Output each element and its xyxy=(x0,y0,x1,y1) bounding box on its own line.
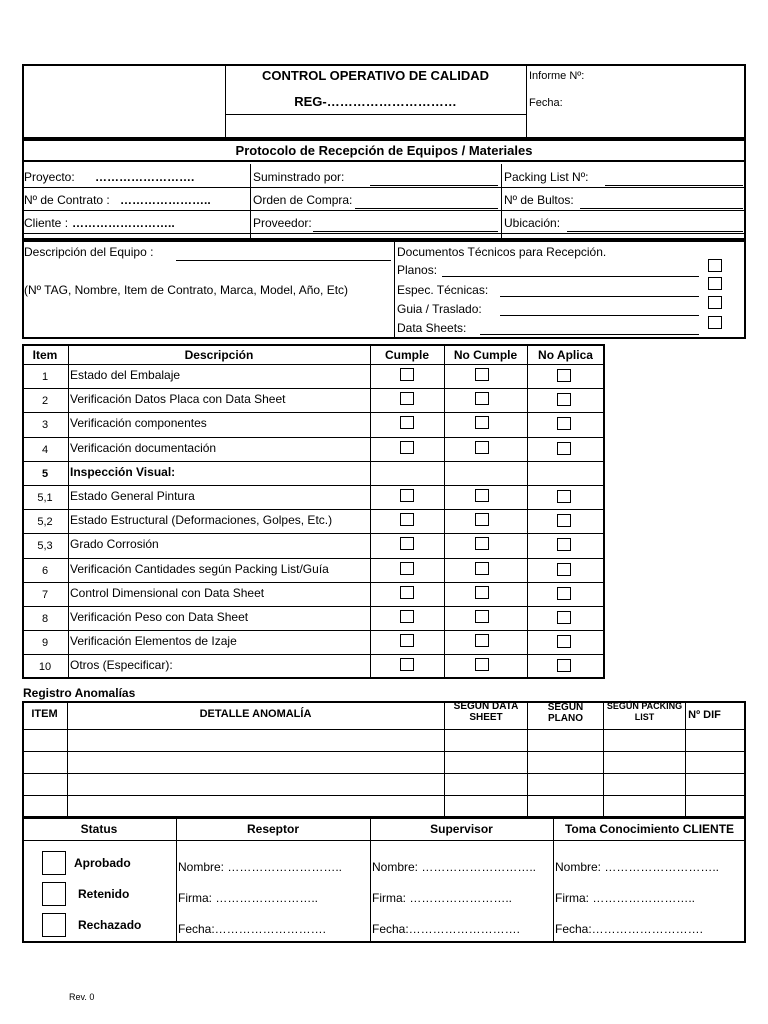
checklist-row-divider xyxy=(22,606,604,607)
supervisor-fecha[interactable]: Fecha:………………………. xyxy=(372,922,521,936)
form-title: CONTROL OPERATIVO DE CALIDAD xyxy=(261,68,490,83)
checklist-item-description: Verificación Elementos de Izaje xyxy=(70,634,237,649)
status-header: Status xyxy=(80,822,118,836)
checklist-row-divider xyxy=(22,654,604,655)
supervisor-firma[interactable]: Firma: …………………….. xyxy=(372,891,512,905)
anomalia-datasheet-header: SEGUN DATA SHEET xyxy=(453,701,519,723)
cumple-checkbox[interactable] xyxy=(400,562,414,575)
anomalia-dif-header: Nº DIF xyxy=(688,709,721,721)
checklist-col-divider xyxy=(527,344,528,679)
ubicacion-label: Ubicación: xyxy=(504,216,561,230)
proyecto-value[interactable]: ……………………. xyxy=(95,170,195,184)
cliente-label: Cliente : xyxy=(24,216,69,230)
proyecto-label: Proyecto: xyxy=(24,170,75,184)
doc-espec-field[interactable] xyxy=(500,296,699,297)
checklist-item-number: 8 xyxy=(41,613,49,625)
anomalia-plano-header: SEGUN PLANO xyxy=(547,702,584,724)
no-cumple-checkbox[interactable] xyxy=(475,537,489,550)
suministrado-field[interactable] xyxy=(370,185,498,186)
cumple-checkbox[interactable] xyxy=(400,368,414,381)
checklist-item-description: Verificación Cantidades según Packing List/Guía xyxy=(70,561,329,576)
packing-label: Packing List Nº: xyxy=(504,170,589,184)
revision-label: Rev. 0 xyxy=(69,992,95,1002)
bultos-field[interactable] xyxy=(580,208,743,209)
cumple-checkbox[interactable] xyxy=(400,441,414,454)
ubicacion-field[interactable] xyxy=(567,231,743,232)
doc-espec-label: Espec. Técnicas: xyxy=(397,283,489,297)
checklist-item-description: Verificación componentes xyxy=(70,416,207,431)
doc-guia-field[interactable] xyxy=(500,315,699,316)
orden-field[interactable] xyxy=(355,208,498,209)
checklist-item-description: Verificación documentación xyxy=(70,440,217,455)
checklist-item-number: 4 xyxy=(41,443,49,456)
cliente-firma[interactable]: Firma: …………………….. xyxy=(555,891,695,905)
no-cumple-checkbox[interactable] xyxy=(475,562,489,575)
packing-field[interactable] xyxy=(605,185,743,186)
no-aplica-checkbox[interactable] xyxy=(557,393,571,406)
cumple-checkbox[interactable] xyxy=(400,658,414,671)
proveedor-label: Proveedor: xyxy=(253,216,312,230)
no-cumple-checkbox[interactable] xyxy=(475,586,489,599)
fecha-label: Fecha: xyxy=(529,97,563,109)
no-cumple-checkbox[interactable] xyxy=(475,513,489,526)
reg-number: REG-………………………… xyxy=(294,94,457,109)
doc-planos-checkbox[interactable] xyxy=(708,259,722,272)
checklist-item-number: 2 xyxy=(41,395,49,408)
checklist-item-number: 1 xyxy=(41,371,49,383)
checklist-row-divider xyxy=(22,412,604,413)
no-cumple-checkbox[interactable] xyxy=(475,634,489,647)
reseptor-nombre[interactable]: Nombre: ……………………….. xyxy=(178,860,343,874)
supervisor-nombre[interactable]: Nombre: ……………………….. xyxy=(372,860,537,874)
no-aplica-checkbox[interactable] xyxy=(557,538,571,551)
cumple-checkbox[interactable] xyxy=(400,586,414,599)
checklist-row-divider xyxy=(22,437,604,438)
descripcion-equipo-label: Descripción del Equipo : xyxy=(24,245,154,259)
checklist-row-divider xyxy=(22,509,604,510)
checklist-row-divider xyxy=(22,485,604,486)
cliente-value[interactable]: …………………….. xyxy=(72,216,175,230)
no-aplica-checkbox[interactable] xyxy=(557,611,571,624)
checklist-col-divider xyxy=(370,344,371,679)
checklist-item-description: Inspección Visual: xyxy=(70,464,176,479)
supervisor-header: Supervisor xyxy=(430,822,493,836)
checklist-row-divider xyxy=(22,461,604,462)
checklist-item-description: Verificación Peso con Data Sheet xyxy=(70,610,249,624)
checklist-item-description: Estado General Pintura xyxy=(70,489,195,503)
cumple-checkbox[interactable] xyxy=(400,537,414,550)
no-aplica-checkbox[interactable] xyxy=(557,369,571,382)
reseptor-header: Reseptor xyxy=(246,822,299,836)
doc-espec-checkbox[interactable] xyxy=(708,277,722,290)
doc-datasheets-field[interactable] xyxy=(480,334,699,335)
rechazado-label: Rechazado xyxy=(78,918,142,932)
col-cumple-header: Cumple xyxy=(384,348,429,362)
docs-title: Documentos Técnicos para Recepción. xyxy=(397,245,607,259)
col-descripcion-header: Descripción xyxy=(184,348,254,362)
checklist-item-description: Grado Corrosión xyxy=(70,537,159,552)
proveedor-field[interactable] xyxy=(313,231,498,232)
descripcion-equipo-field[interactable] xyxy=(176,260,391,261)
no-aplica-checkbox[interactable] xyxy=(557,514,571,527)
checklist-item-description: Control Dimensional con Data Sheet xyxy=(70,585,265,600)
no-aplica-checkbox[interactable] xyxy=(557,563,571,576)
retenido-label: Retenido xyxy=(78,887,130,901)
checklist-item-description: Otros (Especificar): xyxy=(70,658,173,673)
checklist-header-divider xyxy=(22,364,604,365)
no-cumple-checkbox[interactable] xyxy=(475,416,489,429)
checklist-item-description: Estado del Embalaje xyxy=(70,368,181,382)
checklist-row-divider xyxy=(22,582,604,583)
reseptor-firma[interactable]: Firma: …………………….. xyxy=(178,891,318,905)
cliente-nombre[interactable]: Nombre: ……………………….. xyxy=(555,860,720,874)
checklist-item-description: Estado Estructural (Deformaciones, Golpes, Etc.) xyxy=(70,513,333,528)
col-no-cumple-header: No Cumple xyxy=(453,348,518,362)
anomalia-packing-header: SEGÚN PACKING LIST xyxy=(606,701,683,722)
protocol-title: Protocolo de Recepción de Equipos / Materiales xyxy=(235,143,533,158)
aprobado-label: Aprobado xyxy=(74,856,131,870)
checklist-row-divider xyxy=(22,388,604,389)
doc-datasheets-checkbox[interactable] xyxy=(708,316,722,329)
cumple-checkbox[interactable] xyxy=(400,513,414,526)
rechazado-checkbox[interactable] xyxy=(42,913,66,937)
cumple-checkbox[interactable] xyxy=(400,489,414,502)
tag-note: (Nº TAG, Nombre, Item de Contrato, Marca, Model, Año, Etc) xyxy=(24,283,349,297)
reseptor-fecha[interactable]: Fecha:………………………. xyxy=(178,922,327,936)
no-aplica-checkbox[interactable] xyxy=(557,490,571,503)
no-aplica-checkbox[interactable] xyxy=(557,587,571,600)
suministrado-label: Suminstrado por: xyxy=(253,170,345,184)
checklist-col-divider xyxy=(444,344,445,679)
checklist-item-description: Verificación Datos Placa con Data Sheet xyxy=(70,392,286,407)
anomalias-title: Registro Anomalías xyxy=(23,686,136,700)
cumple-checkbox[interactable] xyxy=(400,416,414,429)
col-no-aplica-header: No Aplica xyxy=(538,348,593,362)
orden-label: Orden de Compra: xyxy=(253,193,353,207)
checklist-row-divider xyxy=(22,630,604,631)
cliente-header: Toma Conocimiento CLIENTE xyxy=(564,822,735,836)
anomalia-item-header: ITEM xyxy=(31,708,58,720)
no-aplica-checkbox[interactable] xyxy=(557,659,571,672)
anomalia-detalle-header: DETALLE ANOMALÍA xyxy=(199,708,312,720)
doc-planos-field[interactable] xyxy=(442,276,699,277)
doc-planos-label: Planos: xyxy=(397,263,438,277)
no-cumple-checkbox[interactable] xyxy=(475,368,489,381)
contrato-value[interactable]: ………………….. xyxy=(120,193,211,207)
no-cumple-checkbox[interactable] xyxy=(475,489,489,502)
checklist-item-number: 5 xyxy=(41,467,49,480)
no-aplica-checkbox[interactable] xyxy=(557,635,571,648)
checklist-item-number: 7 xyxy=(41,588,49,601)
bultos-label: Nº de Bultos: xyxy=(504,193,574,207)
col-item-header: Item xyxy=(32,348,58,362)
informe-label: Informe Nº: xyxy=(529,70,585,82)
checklist-item-number: 3 xyxy=(41,419,49,432)
no-cumple-checkbox[interactable] xyxy=(475,658,489,671)
checklist-item-number: 10 xyxy=(38,661,52,674)
checklist-item-number: 5,2 xyxy=(37,516,53,529)
cumple-checkbox[interactable] xyxy=(400,610,414,623)
checklist-item-number: 5,3 xyxy=(37,540,53,553)
checklist-col-divider xyxy=(68,344,69,679)
no-aplica-checkbox[interactable] xyxy=(557,417,571,430)
contrato-label: Nº de Contrato : xyxy=(24,193,110,207)
cumple-checkbox[interactable] xyxy=(400,634,414,647)
doc-guia-checkbox[interactable] xyxy=(708,296,722,309)
checklist-item-number: 9 xyxy=(41,637,49,650)
no-cumple-checkbox[interactable] xyxy=(475,441,489,454)
doc-datasheets-label: Data Sheets: xyxy=(397,321,467,335)
no-cumple-checkbox[interactable] xyxy=(475,610,489,623)
checklist-row-divider xyxy=(22,533,604,534)
no-aplica-checkbox[interactable] xyxy=(557,442,571,455)
checklist-item-number: 5,1 xyxy=(37,492,53,504)
cliente-fecha[interactable]: Fecha:………………………. xyxy=(555,922,704,936)
doc-guia-label: Guia / Traslado: xyxy=(397,302,482,316)
checklist-row-divider xyxy=(22,558,604,559)
aprobado-checkbox[interactable] xyxy=(42,851,66,875)
checklist-item-number: 6 xyxy=(41,564,49,577)
retenido-checkbox[interactable] xyxy=(42,882,66,906)
cumple-checkbox[interactable] xyxy=(400,392,414,405)
no-cumple-checkbox[interactable] xyxy=(475,392,489,405)
